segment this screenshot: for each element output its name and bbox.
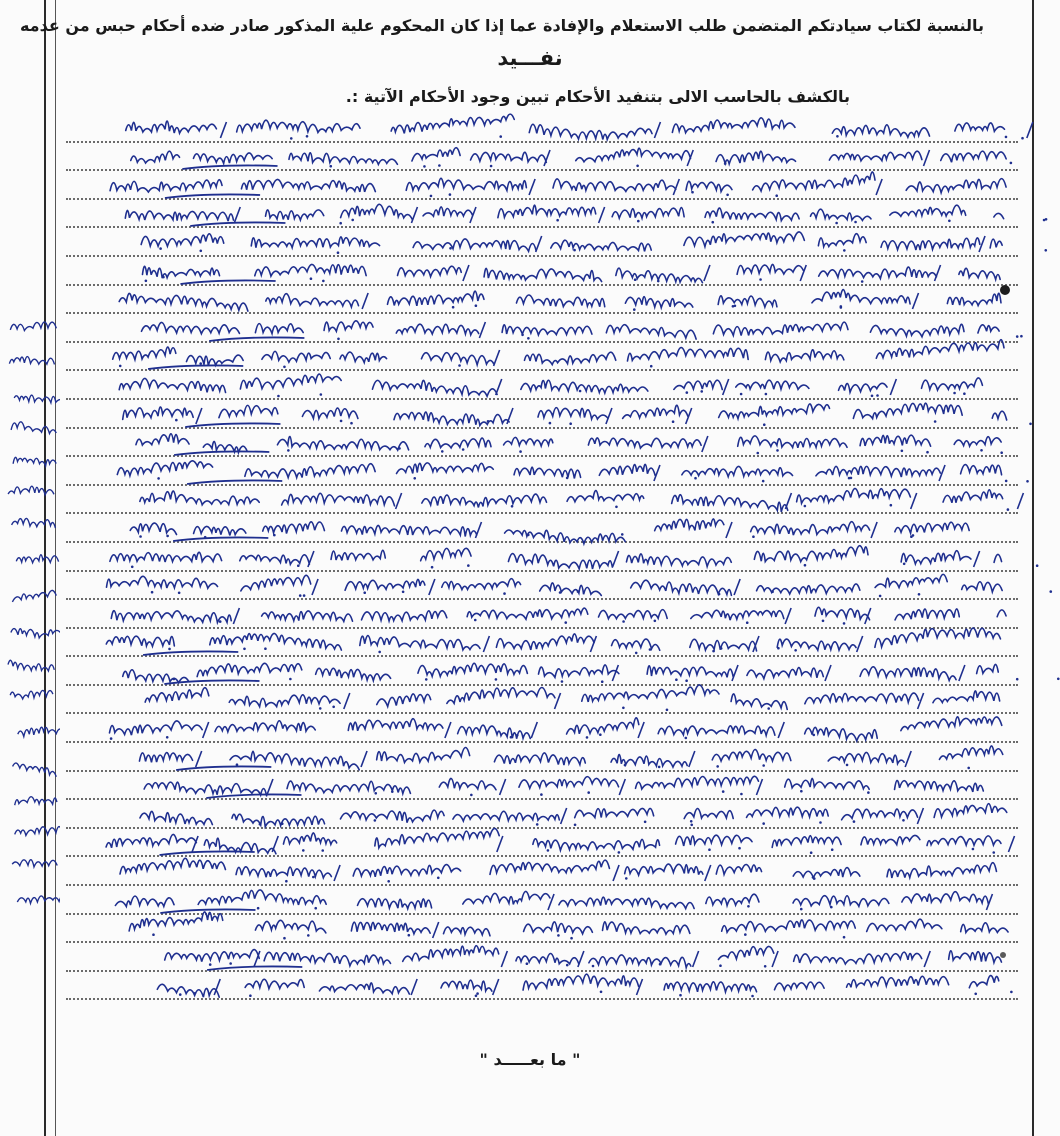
handwritten-entry-scribble [66,142,1018,172]
handwritten-entry-scribble [66,485,1018,515]
handwritten-entry-scribble [66,114,1018,144]
handwritten-entry-scribble [66,685,1018,715]
handwritten-entry-scribble [66,828,1018,858]
lead-text: بالكشف بالحاسب الالى بتنفيد الأحكام تبين وجود الأحكام الآتية :. [345,87,850,106]
page-right-border [1032,0,1034,1136]
intro-text: بالنسبة لكتاب سيادتكم المتضمن طلب الاستعلام والإفادة عما إذا كان المحكوم علية المذكور صادر ضده أحكام حبس من عدمه [19,16,984,35]
handwritten-entry-scribble [66,628,1018,658]
handwritten-entry-scribble [66,199,1018,229]
handwritten-entry-scribble [66,285,1018,315]
handwritten-entry-scribble [66,571,1018,601]
margin-handwriting [0,300,60,940]
handwritten-entry-scribble [66,400,1018,430]
handwritten-entry-scribble [66,228,1018,258]
heading: نفـــيد [497,46,563,70]
handwritten-entry-scribble [66,943,1018,973]
handwritten-entry-scribble [66,971,1018,1001]
handwritten-entry-scribble [66,743,1018,773]
handwritten-entry-scribble [66,457,1018,487]
handwritten-entry-scribble [66,514,1018,544]
punch-hole-mark [1000,952,1006,958]
handwritten-entry-scribble [66,428,1018,458]
handwritten-entry-scribble [66,543,1018,573]
handwritten-entry-scribble [66,771,1018,801]
handwritten-entry-scribble [66,257,1018,287]
handwritten-entry-scribble [66,371,1018,401]
handwritten-entries [66,118,1018,1004]
handwritten-entry-scribble [66,600,1018,630]
handwritten-entry-scribble [66,857,1018,887]
handwritten-entry-scribble [66,171,1018,201]
closing-text: " ما بعـــــد " [479,1050,581,1069]
entry-row [66,976,1018,1005]
handwritten-entry-scribble [66,314,1018,344]
punch-hole-mark [1000,285,1010,295]
handwritten-entry-scribble [66,914,1018,944]
handwritten-entry-scribble [66,342,1018,372]
handwritten-entry-scribble [66,800,1018,830]
handwritten-entry-scribble [66,714,1018,744]
handwritten-entry-scribble [66,657,1018,687]
handwritten-entry-scribble [66,886,1018,916]
